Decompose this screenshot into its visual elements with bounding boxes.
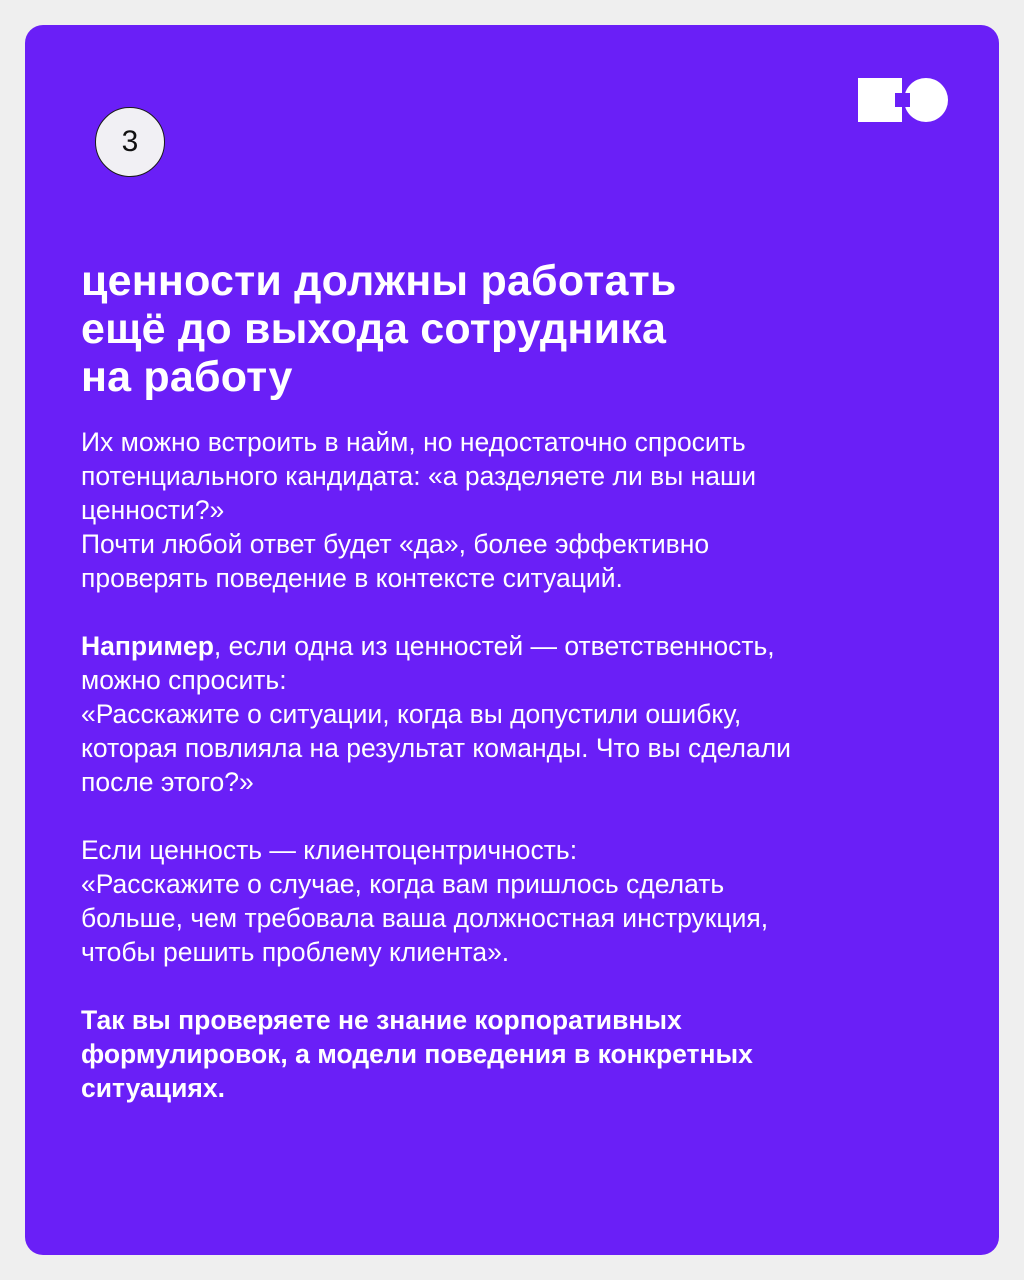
text-line: чтобы решить проблему клиента». xyxy=(81,937,510,967)
paragraph-example-client xyxy=(81,833,971,969)
paragraph-spacer xyxy=(81,799,971,833)
text-line: ситуациях. xyxy=(81,1073,225,1103)
text-line: после этого?» xyxy=(81,767,254,797)
slide-body xyxy=(81,425,971,1105)
paragraph-spacer xyxy=(81,595,971,629)
text-line xyxy=(81,629,971,663)
text-line: проверять поведение в контексте ситуаций. xyxy=(81,563,623,593)
title-line: на работу xyxy=(81,353,293,401)
paragraph-conclusion xyxy=(81,1003,971,1105)
slide-card xyxy=(25,25,999,1255)
text-line: Если ценность — клиентоцентричность: xyxy=(81,835,578,865)
paragraph-spacer xyxy=(81,969,971,1003)
text-line: Почти любой ответ будет «да», более эффективно xyxy=(81,529,710,559)
slide-title xyxy=(81,257,961,401)
example-lead-word: Например xyxy=(81,631,214,661)
title-line: ещё до выхода сотрудника xyxy=(81,305,667,353)
text-line: больше, чем требовала ваша должностная инструкция, xyxy=(81,903,769,933)
text-line: «Расскажите о ситуации, когда вы допустили ошибку, xyxy=(81,699,742,729)
paragraph-intro xyxy=(81,425,971,595)
text-line: Их можно встроить в найм, но недостаточно спросить xyxy=(81,427,746,457)
text-line: потенциального кандидата: «а разделяете ли вы наши xyxy=(81,461,757,491)
title-line: ценности должны работать xyxy=(81,257,677,305)
text-line: «Расскажите о случае, когда вам пришлось сделать xyxy=(81,869,725,899)
page-number: 3 xyxy=(121,125,139,158)
text-line: можно спросить: xyxy=(81,665,287,695)
text-line: ценности?» xyxy=(81,495,225,525)
text-line: которая повлияла на результат команды. Что вы сделали xyxy=(81,733,791,763)
text-line: Так вы проверяете не знание корпоративных xyxy=(81,1005,682,1035)
page-number-badge xyxy=(95,107,165,177)
example-lead-rest: , если одна из ценностей — ответственность, xyxy=(213,631,775,661)
text-line: формулировок, а модели поведения в конкретных xyxy=(81,1039,753,1069)
paragraph-example-responsibility xyxy=(81,629,971,799)
brand-logo-icon xyxy=(858,78,948,122)
